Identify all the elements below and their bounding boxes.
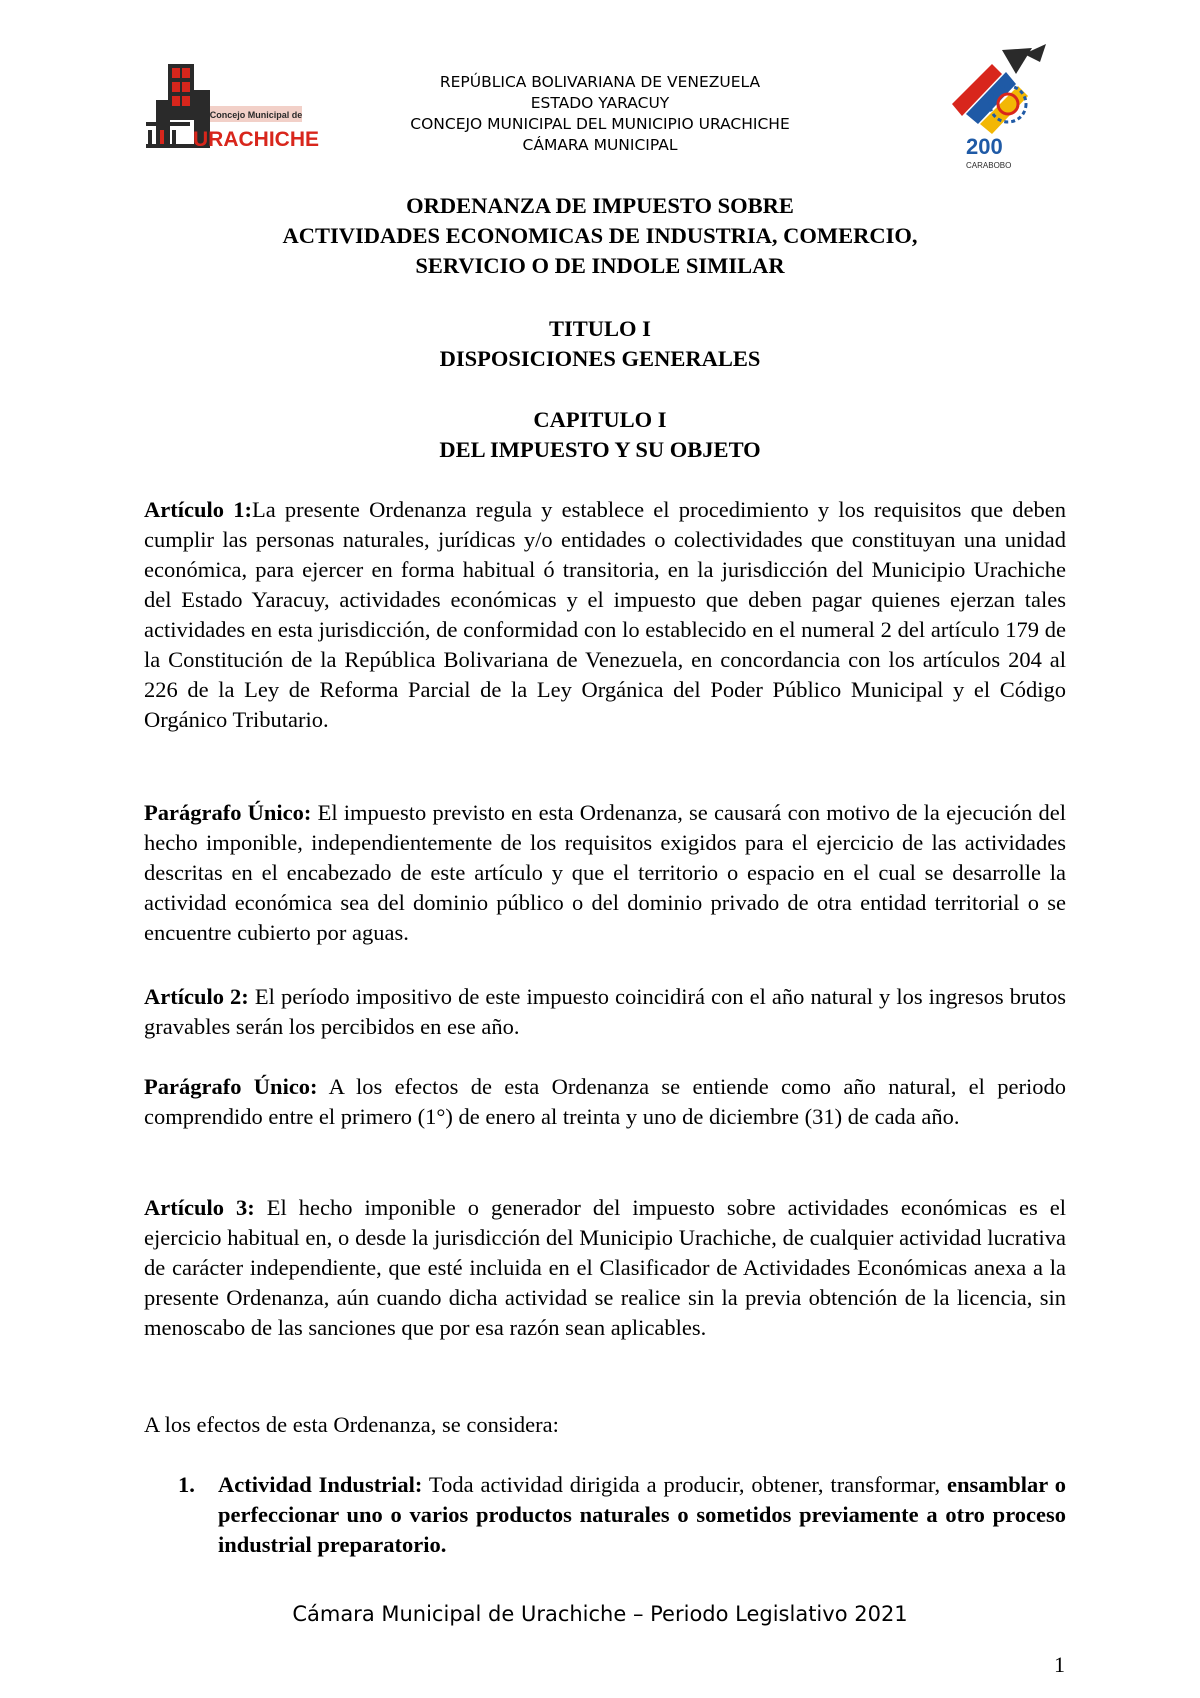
article-3-text: El hecho imponible o generador del impuesto sobre actividades económicas es el ejercicio habitual en, o desde la jurisdicción del Municipio Urachiche, de cualquier actividad lucrativa de carácter independiente, que esté incluida en el Clasificador de Actividades Económicas anexa a la presente Ordenanza, aún cuando dicha actividad se realice sin la previa obtención de la licencia, sin menoscabo de las sanciones que por esa razón sean aplicables. (144, 1195, 1066, 1340)
list-item-text: ensamblar o perfeccionar uno o varios productos naturales o sometidos previamente a otro proceso industrial preparatorio. (218, 1472, 1066, 1557)
titulo-name: DISPOSICIONES GENERALES (439, 346, 761, 371)
bicentenario-carabobo-logo (932, 44, 1052, 174)
title-line-2: ACTIVIDADES ECONOMICAS DE INDUSTRIA, COMERCIO, (282, 223, 918, 248)
title-line-1: ORDENANZA DE IMPUESTO SOBRE (406, 193, 794, 218)
document-header (320, 72, 880, 156)
list-item-lead: Toda actividad dirigida a producir, obtener, transformar, (422, 1472, 941, 1497)
article-1-label: Artículo 1: (144, 497, 252, 522)
header-line-1: REPÚBLICA BOLIVARIANA DE VENEZUELA (439, 73, 761, 91)
page-number: 1 (1054, 1652, 1065, 1677)
list-item (178, 1470, 1066, 1560)
article-2-label: Artículo 2: (144, 984, 249, 1009)
definitions-list (178, 1470, 1066, 1560)
paragrafo-unico-1-label: Parágrafo Único: (144, 800, 312, 825)
header-line-2: ESTADO YARACUY (530, 94, 670, 112)
article-2-text: El período impositivo de este impuesto coincidirá con el año natural y los ingresos brutos gravables serán los percibidos en ese año. (144, 984, 1066, 1039)
logo-big-text: URACHICHE (193, 128, 319, 151)
logo-small-text: Concejo Municipal de (209, 110, 303, 120)
paragrafo-unico-2-label: Parágrafo Único: (144, 1074, 318, 1099)
capitulo-number: CAPITULO I (533, 407, 667, 432)
article-3 (144, 1193, 1066, 1343)
paragrafo-unico-2-text: A los efectos de esta Ordenanza se entiende como año natural, el periodo comprendido entre el primero (1°) de enero al treinta y uno de diciembre (31) de cada año. (144, 1074, 1066, 1129)
article-2 (144, 982, 1066, 1042)
capitulo-heading (140, 405, 1060, 465)
titulo-number: TITULO I (549, 316, 651, 341)
article-3-label: Artículo 3: (144, 1195, 255, 1220)
article-1-text: La presente Ordenanza regula y establece el procedimiento y los requisitos que deben cumplir las personas naturales, jurídicas y/o entidades o colectividades que constituyan una unidad económica, para ejercer en forma habitual ó transitoria, en la jurisdicción del Municipio Urachiche del Estado Yaracuy, actividades económicas y el impuesto que deben pagar quienes ejerzan tales actividades en esta jurisdicción, de conformidad con lo establecido en el numeral 2 del artículo 179 de la Constitución de la República Bolivariana de Venezuela, en concordancia con los artículos 204 al 226 de la Ley de Reforma Parcial de la Ley Orgánica del Poder Público Municipal y el Código Orgánico Tributario. (144, 497, 1066, 732)
document-title (140, 191, 1060, 281)
paragrafo-unico-2 (144, 1072, 1066, 1132)
list-item-number: 1. (178, 1472, 195, 1497)
titulo-heading (140, 314, 1060, 374)
header-line-4: CÁMARA MUNICIPAL (522, 136, 678, 154)
page-footer: Cámara Municipal de Urachiche – Periodo Legislativo 2021 (292, 1602, 908, 1626)
list-item-label: Actividad Industrial: (218, 1472, 423, 1497)
title-line-3: SERVICIO O DE INDOLE SIMILAR (415, 253, 785, 278)
capitulo-name: DEL IMPUESTO Y SU OBJETO (439, 437, 761, 462)
article-1 (144, 495, 1066, 735)
concejo-urachiche-logo (146, 60, 319, 156)
logo-carabobo-text: CARABOBO (966, 161, 1012, 170)
header-line-3: CONCEJO MUNICIPAL DEL MUNICIPIO URACHICHE (410, 115, 790, 133)
paragrafo-unico-1-text: El impuesto previsto en esta Ordenanza, se causará con motivo de la ejecución del hecho imponible, independientemente de los requisitos exigidos para el ejercicio de las actividades descritas en el encabezado de este artículo y que el territorio o espacio en el cual se desarrolle la actividad económica sea del dominio público o del dominio privado de otra entidad territorial o se encuentre cubierto por aguas. (144, 800, 1066, 945)
logo-number: 200 (966, 134, 1003, 159)
definitions-intro: A los efectos de esta Ordenanza, se considera: (144, 1412, 559, 1437)
paragrafo-unico-1 (144, 798, 1066, 948)
